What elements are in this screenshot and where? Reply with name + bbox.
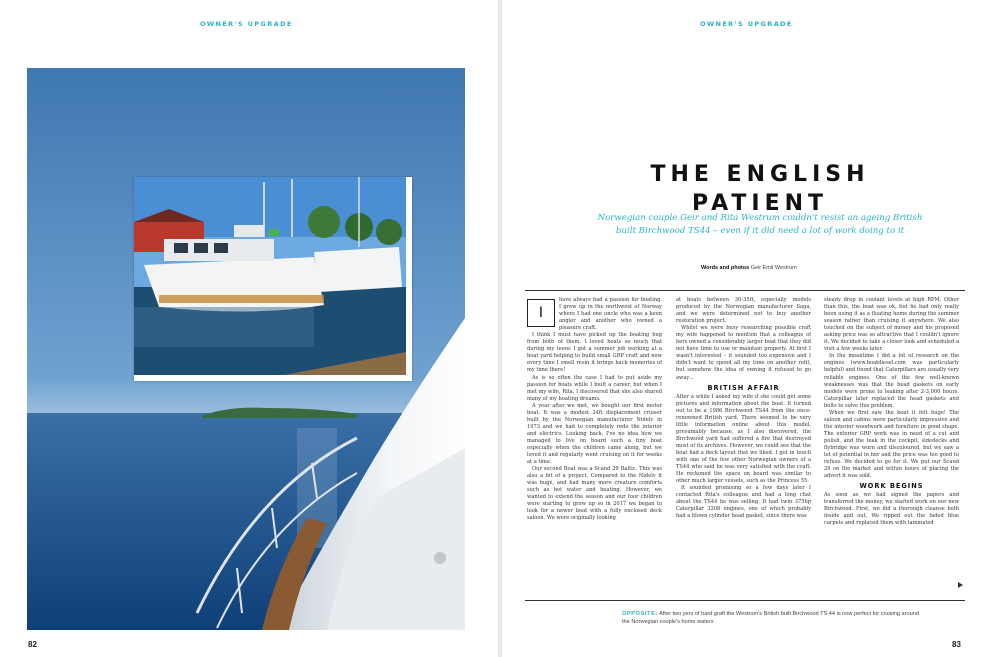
paragraph: Our second Boat was a Scand 29 Baltic. This was also a bit of a project. Compared to the Nidelv it was huge, and had many more creature comforts such as hot water and heating. However, we wanted to extend the season and our four children were starting to grow up so in 2017 we began to look for a newer boat with a fully enclosed deck saloon. We were originally looking <box>527 466 662 522</box>
caption-text: After two yers of hard graft the Westrum's British built Birchwood TS 44 is now perfect for cruising around the Norwegian couple's home waters <box>622 611 919 625</box>
continue-arrow-icon <box>958 582 963 588</box>
paragraph: steady drop in coolant levels at high RPM. Other than this, the boat was ok, but he had only really been using it as a floating home during the summer season rather than cruising it anywhere. We also touched on the subject of money and his proposed asking price was so attractive that I couldn't ignore it. We decided to take a closer look and scheduled a visit a few weeks later. <box>824 297 959 353</box>
second-boat <box>314 247 402 292</box>
article-standfirst: Norwegian couple Geir and Rita Westrum couldn't resist an ageing British built Birchwood TS44 – even if it did need a lot of work doing to it <box>597 213 923 236</box>
birchwood-boat <box>144 257 324 312</box>
article-headline: THE ENGLISH PATIENT <box>650 162 870 216</box>
section-tag-left: OWNER'S UPGRADE <box>200 20 293 28</box>
paragraph: When we first saw the boat it felt huge! The saloon and cabins were particularly impressive and the interior woodwork and furniture in good shape. The exterior GRP work was in need of a cut and polish, and the teak in the cockpit, sidedecks and flybridge was worn and discoloured, but we saw a lot of potential in her and the price was too good to refuse. We decided to go for it. We put our Scand 29 on the market and within hours of placing the advert it was sold. <box>824 409 959 480</box>
section-tag-right: OWNER'S UPGRADE <box>700 20 793 28</box>
paragraph: As is so often the case I had to put aside my passion for boats while I built a career, but when I met my wife, Rita, I discovered that she also shared many of my boating dreams. <box>527 374 662 402</box>
caption-label: OPPOSITE: <box>622 611 658 617</box>
paragraph: After a while I asked my wife if she could get some pictures and information about the boat. It turned out to be a 1986 Birchwood TS44 from the once-renowned British yard. There seemed to be very little information online about this model, presumably because, as I also discovered, the Birchwood yard had suffered a fire that destroyed most of its archives. However, we could see that the boat had a deck layout that we liked. I got in touch with one of the few other Norwegian owners of a TS44 who said he was very satisfied with the craft. He reckoned the space on board was similar to other much larger vessels, such as the Princess 55. <box>676 393 811 485</box>
inset-photo-illustration <box>134 177 406 375</box>
bottom-rule <box>525 600 965 601</box>
paragraph: It sounded promising so a few days later I contacted Rita's colleague and had a long chat about the TS44 he was selling. It had twin 375hp Caterpillar 3208 engines, one of which probably had a blown cylinder head gasket, since there was <box>676 485 811 520</box>
subheading-work-begins: WORK BEGINS <box>859 482 924 491</box>
byline <box>701 265 797 271</box>
page-gutter <box>498 0 502 657</box>
page-number-left: 82 <box>28 640 37 649</box>
paragraph: have always had a passion for boating. I grew up in the northwest of Norway where I had one uncle who was a keen angler and another who owned a pleasure craft. <box>559 297 662 332</box>
page-number-right: 83 <box>952 640 961 649</box>
paragraph: at boats between 30-35ft, especially models produced by the Norwegian manufacturer Saga, and we were determined not to buy another restoration project. <box>676 297 811 325</box>
inset-photo <box>134 177 412 381</box>
body-column-2 <box>676 297 811 590</box>
byline-name: Geir Emil Westrum <box>750 265 797 271</box>
byline-label: Words and photos <box>701 265 750 271</box>
paragraph: A year after we met, we bought our first motor boat. It was a modest 24ft displacement cruiser built by the Norwegian manufacturer Nidelv in 1973 and we had to completely redo the interior and electrics. Looking back, I've no idea how we managed to live on board such a tiny boat especially when the children came along, but we loved it and regularly went cruising on it for weeks at a time. <box>527 402 662 466</box>
paragraph: As soon as we had signed the papers and transferred the money, we started work on our new Birchwood. First, we did a thorough cleanse both inside and out. We ripped out the faded blue carpets and replaced them with laminated <box>824 492 959 527</box>
paragraph: Whilst we were busy researching possible craft my wife happened to mention that a colleague of hers owned a considerably larger boat that they did not have time to use or maintain properly. At first I wasn't interested – it sounded too expensive and I didn't want to spend all my time on another refit, but somehow the idea of owning it refused to go away… <box>676 325 811 381</box>
drop-cap: I <box>527 299 555 327</box>
hero-photo <box>27 68 465 630</box>
photo-caption <box>622 610 922 626</box>
subheading-british-affair: BRITISH AFFAIR <box>707 383 780 392</box>
body-column-3 <box>824 297 959 590</box>
body-column-1 <box>527 297 662 590</box>
top-rule <box>525 290 965 291</box>
paragraph: In the meantime I did a lot of research on the engines (www.boatdiesel.com was particularly helpful) and found that Caterpillars are usually very reliable engines. One of the few well-known weaknesses was that the head gaskets on early models were prone to leaking after 2-3,000 hours. Caterpillar later replaced the head gaskets and bolts to solve this problem. <box>824 353 959 409</box>
paragraph: I think I must have picked up the boating bug from both of them. I loved boats so much that during my teens I got a summer job working at a boat yard helping to build small GRP craft and now every time I smell resin it brings back memories of my time there! <box>527 332 662 374</box>
